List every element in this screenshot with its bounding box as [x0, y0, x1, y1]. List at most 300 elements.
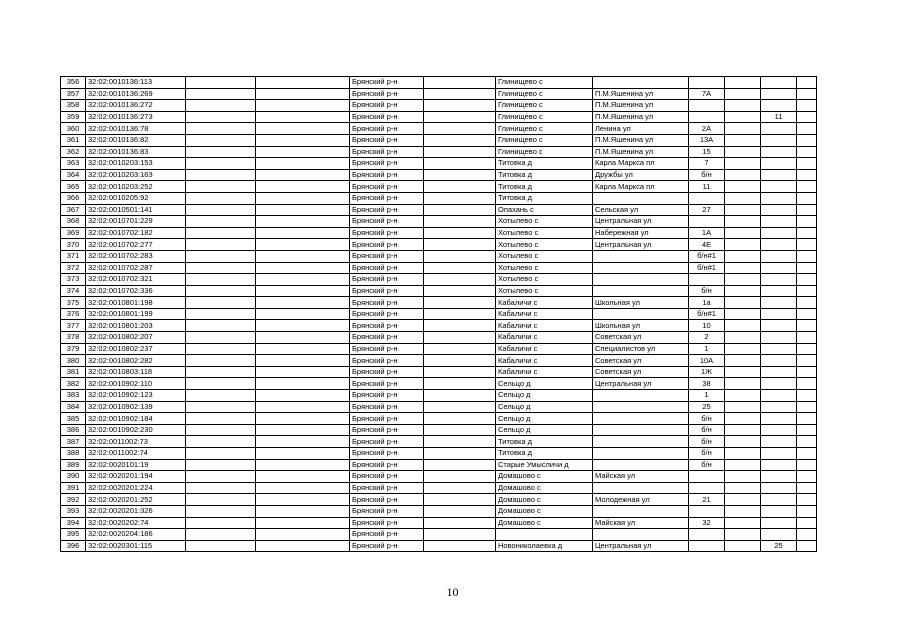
cell-col-4: [256, 378, 350, 390]
cell-col-6: [424, 540, 496, 552]
cell-locality: Титовка д: [496, 181, 593, 193]
cell-col-10: [725, 401, 761, 413]
cell-district: Брянский р-н: [350, 297, 424, 309]
cell-house-number: б/н: [689, 424, 725, 436]
cell-house-number: [689, 216, 725, 228]
cell-col-10: [725, 134, 761, 146]
cell-cadastral-number: 32:02:0010902:110: [86, 378, 186, 390]
cell-street: [593, 529, 689, 541]
cell-col-10: [725, 540, 761, 552]
table-row: [61, 366, 817, 378]
cell-col-10: [725, 227, 761, 239]
cell-locality: Новониколаевка д: [496, 540, 593, 552]
cell-cadastral-number: 32:02:0020201:326: [86, 505, 186, 517]
cell-col-10: [725, 111, 761, 123]
cell-col-4: [256, 274, 350, 286]
cell-col-4: [256, 285, 350, 297]
cell-row-number: 359: [61, 111, 86, 123]
cell-street: [593, 77, 689, 89]
cell-col-3: [186, 285, 256, 297]
table-row: [61, 390, 817, 402]
cell-street: Набережная ул: [593, 227, 689, 239]
cell-street: [593, 413, 689, 425]
table-row: [61, 100, 817, 112]
cell-col-4: [256, 424, 350, 436]
cell-house-number: [689, 192, 725, 204]
cell-house-number: б/н: [689, 285, 725, 297]
cell-col-12: [797, 540, 817, 552]
table-row: [61, 181, 817, 193]
cell-col-6: [424, 77, 496, 89]
cell-locality: Домашово с: [496, 471, 593, 483]
table-row: [61, 134, 817, 146]
cell-col-3: [186, 274, 256, 286]
cell-row-number: 367: [61, 204, 86, 216]
cell-col-3: [186, 448, 256, 460]
cell-cadastral-number: 32:02:0010802:282: [86, 355, 186, 367]
cell-col-6: [424, 401, 496, 413]
cell-row-number: 396: [61, 540, 86, 552]
cell-locality: Титовка д: [496, 169, 593, 181]
cell-col-6: [424, 192, 496, 204]
cell-row-number: 372: [61, 262, 86, 274]
cell-col-12: [797, 77, 817, 89]
cell-locality: Титовка д: [496, 192, 593, 204]
cell-house-number: б/н: [689, 169, 725, 181]
cell-col-12: [797, 100, 817, 112]
cell-house-number: 7: [689, 158, 725, 170]
cell-row-number: 394: [61, 517, 86, 529]
cell-col-3: [186, 123, 256, 135]
cell-house-number: 1Ж: [689, 366, 725, 378]
cell-street: Дружбы ул: [593, 169, 689, 181]
cell-col-3: [186, 320, 256, 332]
cell-col-6: [424, 459, 496, 471]
cell-house-number: [689, 274, 725, 286]
cell-col-11: [761, 343, 797, 355]
table-row: [61, 482, 817, 494]
cell-col-4: [256, 100, 350, 112]
table-row: [61, 308, 817, 320]
cell-district: Брянский р-н: [350, 146, 424, 158]
cell-row-number: 383: [61, 390, 86, 402]
cell-street: П.М.Яшенина ул: [593, 111, 689, 123]
cell-locality: Домашово с: [496, 517, 593, 529]
cell-locality: Кабаличи с: [496, 332, 593, 344]
cell-district: Брянский р-н: [350, 448, 424, 460]
cell-cadastral-number: 32:02:0010801:203: [86, 320, 186, 332]
cell-col-4: [256, 123, 350, 135]
cell-col-10: [725, 471, 761, 483]
cell-col-11: [761, 100, 797, 112]
cell-street: Школьная ул: [593, 297, 689, 309]
cell-street: Центральная ул: [593, 378, 689, 390]
cell-col-11: [761, 308, 797, 320]
cell-col-12: [797, 158, 817, 170]
cell-cadastral-number: 32:02:0010136:273: [86, 111, 186, 123]
cell-col-12: [797, 262, 817, 274]
cell-cadastral-number: 32:02:0020204:186: [86, 529, 186, 541]
cell-locality: Титовка д: [496, 436, 593, 448]
cell-col-6: [424, 123, 496, 135]
cell-col-3: [186, 436, 256, 448]
cell-house-number: 2: [689, 332, 725, 344]
cell-col-4: [256, 308, 350, 320]
cell-col-4: [256, 471, 350, 483]
cell-col-10: [725, 448, 761, 460]
table-row: [61, 448, 817, 460]
cell-col-11: [761, 123, 797, 135]
cell-col-4: [256, 529, 350, 541]
table-row: [61, 413, 817, 425]
cell-cadastral-number: 32:02:0020301:115: [86, 540, 186, 552]
cell-cadastral-number: 32:02:0010902:123: [86, 390, 186, 402]
cell-house-number: 10А: [689, 355, 725, 367]
cell-col-4: [256, 413, 350, 425]
cell-col-10: [725, 88, 761, 100]
cell-col-12: [797, 297, 817, 309]
cell-col-11: [761, 413, 797, 425]
cell-row-number: 364: [61, 169, 86, 181]
cell-col-4: [256, 158, 350, 170]
cell-district: Брянский р-н: [350, 355, 424, 367]
cell-house-number: 27: [689, 204, 725, 216]
cell-col-10: [725, 181, 761, 193]
cell-cadastral-number: 32:02:0010702:277: [86, 239, 186, 251]
cell-house-number: б/н: [689, 413, 725, 425]
cell-row-number: 358: [61, 100, 86, 112]
cell-col-11: [761, 250, 797, 262]
cell-district: Брянский р-н: [350, 134, 424, 146]
cell-locality: Хотылево с: [496, 262, 593, 274]
cell-street: Советская ул: [593, 355, 689, 367]
cell-locality: Сельцо д: [496, 413, 593, 425]
cell-street: [593, 482, 689, 494]
cell-col-10: [725, 378, 761, 390]
table-row: [61, 192, 817, 204]
cell-street: [593, 448, 689, 460]
cell-col-10: [725, 505, 761, 517]
cell-street: [593, 424, 689, 436]
cell-house-number: 1А: [689, 227, 725, 239]
cell-col-6: [424, 517, 496, 529]
cell-locality: Хотылево с: [496, 250, 593, 262]
cell-col-4: [256, 192, 350, 204]
cell-cadastral-number: 32:02:0020202:74: [86, 517, 186, 529]
cell-col-6: [424, 158, 496, 170]
cell-row-number: 382: [61, 378, 86, 390]
cell-street: Карла Маркса пл: [593, 158, 689, 170]
cell-locality: [496, 529, 593, 541]
cell-district: Брянский р-н: [350, 158, 424, 170]
cell-col-12: [797, 250, 817, 262]
cell-col-11: [761, 332, 797, 344]
cell-locality: Кабаличи с: [496, 355, 593, 367]
cell-col-11: [761, 181, 797, 193]
cell-locality: Сельцо д: [496, 378, 593, 390]
cell-district: Брянский р-н: [350, 343, 424, 355]
table-row: [61, 169, 817, 181]
cell-col-6: [424, 169, 496, 181]
table-row: [61, 332, 817, 344]
cell-col-3: [186, 401, 256, 413]
cell-col-11: [761, 424, 797, 436]
cell-street: Центральная ул: [593, 239, 689, 251]
cell-col-3: [186, 158, 256, 170]
cell-col-11: [761, 366, 797, 378]
cell-col-4: [256, 250, 350, 262]
cell-locality: Хотылево с: [496, 285, 593, 297]
cell-col-11: [761, 355, 797, 367]
cell-cadastral-number: 32:02:0010205:92: [86, 192, 186, 204]
cell-col-4: [256, 540, 350, 552]
table-row: [61, 123, 817, 135]
cell-locality: Старые Умысличи д: [496, 459, 593, 471]
cell-col-6: [424, 239, 496, 251]
cell-col-6: [424, 250, 496, 262]
cell-col-12: [797, 471, 817, 483]
cell-col-11: [761, 204, 797, 216]
cell-col-12: [797, 517, 817, 529]
cell-col-11: [761, 494, 797, 506]
cell-street: Сельская ул: [593, 204, 689, 216]
cell-house-number: 25: [689, 401, 725, 413]
cell-row-number: 356: [61, 77, 86, 89]
cell-street: [593, 250, 689, 262]
cell-street: П.М.Яшенина ул: [593, 100, 689, 112]
cell-col-4: [256, 459, 350, 471]
cell-street: Советская ул: [593, 366, 689, 378]
cell-street: [593, 308, 689, 320]
cell-street: Молодежная ул: [593, 494, 689, 506]
cell-col-12: [797, 285, 817, 297]
cell-col-4: [256, 239, 350, 251]
cell-district: Брянский р-н: [350, 262, 424, 274]
cell-cadastral-number: 32:02:0010803:118: [86, 366, 186, 378]
cell-row-number: 369: [61, 227, 86, 239]
cell-house-number: 10: [689, 320, 725, 332]
cell-locality: Сельцо д: [496, 424, 593, 436]
cell-street: [593, 390, 689, 402]
table-row: [61, 494, 817, 506]
table-row: [61, 204, 817, 216]
cell-col-4: [256, 111, 350, 123]
cell-cadastral-number: 32:02:0010136:78: [86, 123, 186, 135]
cell-col-3: [186, 332, 256, 344]
cell-col-12: [797, 366, 817, 378]
cell-district: Брянский р-н: [350, 332, 424, 344]
cell-col-3: [186, 88, 256, 100]
cell-house-number: 1: [689, 390, 725, 402]
cell-street: Майская ул: [593, 517, 689, 529]
cell-col-3: [186, 343, 256, 355]
cell-col-3: [186, 378, 256, 390]
cell-col-6: [424, 505, 496, 517]
table-row: [61, 250, 817, 262]
cell-locality: Хотылево с: [496, 227, 593, 239]
cell-col-4: [256, 343, 350, 355]
cell-col-11: [761, 378, 797, 390]
cell-col-4: [256, 355, 350, 367]
cell-cadastral-number: 32:02:0010136:82: [86, 134, 186, 146]
cell-col-10: [725, 482, 761, 494]
cell-col-6: [424, 494, 496, 506]
cell-cadastral-number: 32:02:0010702:182: [86, 227, 186, 239]
cell-cadastral-number: 32:02:0010902:184: [86, 413, 186, 425]
cell-col-4: [256, 216, 350, 228]
cell-district: Брянский р-н: [350, 505, 424, 517]
cell-col-4: [256, 494, 350, 506]
cell-col-4: [256, 134, 350, 146]
cell-col-12: [797, 308, 817, 320]
cell-district: Брянский р-н: [350, 204, 424, 216]
cell-col-12: [797, 343, 817, 355]
cell-col-12: [797, 227, 817, 239]
cell-col-10: [725, 517, 761, 529]
cell-district: Брянский р-н: [350, 88, 424, 100]
cell-col-12: [797, 146, 817, 158]
cell-col-4: [256, 436, 350, 448]
cell-house-number: [689, 505, 725, 517]
cell-locality: Домашово с: [496, 505, 593, 517]
cell-col-12: [797, 424, 817, 436]
table-row: [61, 529, 817, 541]
table-row: [61, 517, 817, 529]
cell-col-10: [725, 436, 761, 448]
cell-col-3: [186, 216, 256, 228]
cell-district: Брянский р-н: [350, 424, 424, 436]
cell-locality: Глинищево с: [496, 123, 593, 135]
cell-col-11: [761, 390, 797, 402]
cell-col-11: [761, 436, 797, 448]
cell-col-6: [424, 424, 496, 436]
cell-col-10: [725, 262, 761, 274]
cell-district: Брянский р-н: [350, 181, 424, 193]
cell-district: Брянский р-н: [350, 100, 424, 112]
cell-col-3: [186, 494, 256, 506]
cell-col-6: [424, 390, 496, 402]
cell-district: Брянский р-н: [350, 308, 424, 320]
cell-col-4: [256, 332, 350, 344]
cell-row-number: 378: [61, 332, 86, 344]
cell-row-number: 384: [61, 401, 86, 413]
cell-col-3: [186, 308, 256, 320]
cell-district: Брянский р-н: [350, 227, 424, 239]
cell-cadastral-number: 32:02:0010501:141: [86, 204, 186, 216]
cell-col-10: [725, 239, 761, 251]
cell-cadastral-number: 32:02:0010801:198: [86, 297, 186, 309]
table-row: [61, 285, 817, 297]
cell-col-4: [256, 366, 350, 378]
cell-col-6: [424, 227, 496, 239]
cell-house-number: 13А: [689, 134, 725, 146]
cell-row-number: 391: [61, 482, 86, 494]
cell-house-number: 15: [689, 146, 725, 158]
cell-locality: Кабаличи с: [496, 297, 593, 309]
cell-col-4: [256, 88, 350, 100]
cell-col-10: [725, 390, 761, 402]
cell-col-11: [761, 297, 797, 309]
cell-street: [593, 285, 689, 297]
cell-col-3: [186, 146, 256, 158]
cell-col-6: [424, 529, 496, 541]
cell-street: П.М.Яшенина ул: [593, 134, 689, 146]
cell-col-10: [725, 169, 761, 181]
cell-col-11: 25: [761, 540, 797, 552]
cell-col-4: [256, 227, 350, 239]
cell-col-3: [186, 390, 256, 402]
cell-col-11: [761, 77, 797, 89]
cell-house-number: 4Е: [689, 239, 725, 251]
cell-col-11: [761, 529, 797, 541]
cell-row-number: 357: [61, 88, 86, 100]
table-row: [61, 239, 817, 251]
table-row: [61, 401, 817, 413]
cell-col-3: [186, 529, 256, 541]
cell-cadastral-number: 32:02:0010802:207: [86, 332, 186, 344]
table-row: [61, 459, 817, 471]
table-row: [61, 88, 817, 100]
cell-row-number: 376: [61, 308, 86, 320]
cell-col-6: [424, 355, 496, 367]
cell-locality: Глинищево с: [496, 77, 593, 89]
cell-district: Брянский р-н: [350, 366, 424, 378]
table-row: [61, 297, 817, 309]
table-row: [61, 378, 817, 390]
cell-district: Брянский р-н: [350, 390, 424, 402]
cell-col-12: [797, 239, 817, 251]
cell-district: Брянский р-н: [350, 77, 424, 89]
cell-house-number: 1а: [689, 297, 725, 309]
cell-col-10: [725, 332, 761, 344]
cell-cadastral-number: 32:02:0011002:74: [86, 448, 186, 460]
table-row: [61, 262, 817, 274]
cell-col-11: [761, 146, 797, 158]
table-row: [61, 111, 817, 123]
cell-col-11: [761, 505, 797, 517]
cell-district: Брянский р-н: [350, 169, 424, 181]
cell-locality: Титовка д: [496, 448, 593, 460]
cell-district: Брянский р-н: [350, 239, 424, 251]
cell-col-12: [797, 355, 817, 367]
cell-row-number: 392: [61, 494, 86, 506]
cell-col-12: [797, 204, 817, 216]
cell-col-10: [725, 343, 761, 355]
cell-col-3: [186, 471, 256, 483]
cell-col-3: [186, 239, 256, 251]
cell-col-3: [186, 459, 256, 471]
cell-col-11: [761, 459, 797, 471]
cell-district: Брянский р-н: [350, 401, 424, 413]
cell-col-3: [186, 192, 256, 204]
cell-row-number: 389: [61, 459, 86, 471]
cell-row-number: 362: [61, 146, 86, 158]
cell-col-11: [761, 401, 797, 413]
table-row: [61, 471, 817, 483]
cell-col-11: [761, 274, 797, 286]
cell-row-number: 390: [61, 471, 86, 483]
cell-col-12: [797, 274, 817, 286]
cell-col-3: [186, 169, 256, 181]
cell-col-11: [761, 216, 797, 228]
cell-cadastral-number: 32:02:0020101:19: [86, 459, 186, 471]
cell-cadastral-number: 32:02:0010701:229: [86, 216, 186, 228]
cell-street: [593, 262, 689, 274]
cell-col-12: [797, 459, 817, 471]
cell-col-6: [424, 216, 496, 228]
cell-col-6: [424, 482, 496, 494]
cell-street: Центральная ул: [593, 540, 689, 552]
